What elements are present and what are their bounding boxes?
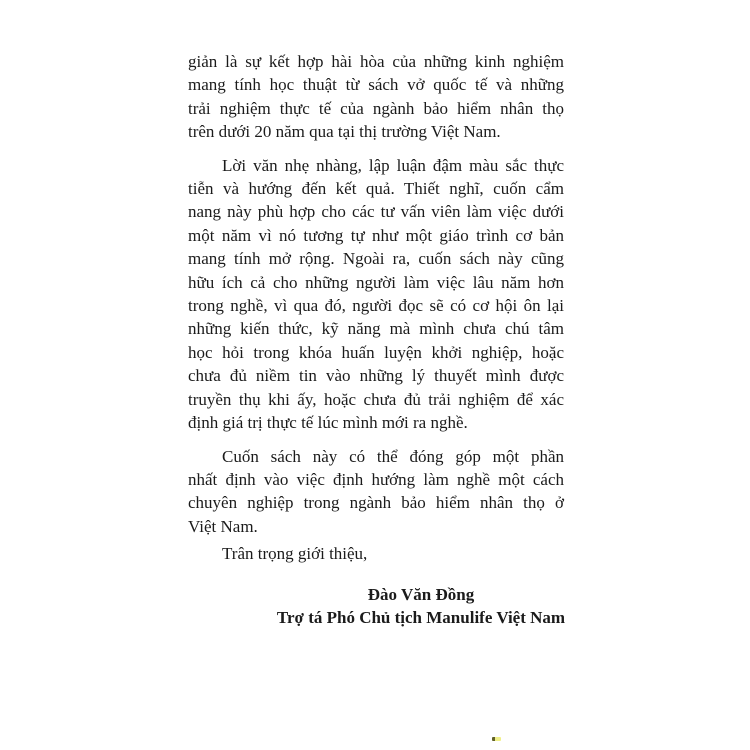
- paragraph: [188, 50, 564, 144]
- text-line: Lời văn nhẹ nhàng, lập luận đậm màu sắc thực: [222, 155, 564, 175]
- text-line: trải nghiệm thực tế của ngành bảo hiểm nhân thọ: [188, 98, 564, 118]
- scan-artifact-speck: [492, 737, 501, 741]
- text-line: trên dưới 20 năm qua tại thị trường Việt Nam.: [188, 122, 501, 142]
- signature-name: Đào Văn Đồng: [367, 584, 475, 604]
- text-line: nang này phù hợp cho các tư vấn viên làm việc dưới: [188, 202, 564, 222]
- text-line: định giá trị thực tế lúc mình mới ra nghề.: [188, 413, 468, 433]
- text-line: mang tính mở rộng. Ngoài ra, cuốn sách này cũng: [188, 249, 564, 269]
- text-line: nhất định vào việc định hướng làm nghề một cách: [188, 469, 564, 489]
- text-line: những kiến thức, kỹ năng mà mình chưa chú tâm: [188, 319, 564, 339]
- text-block: [188, 50, 564, 629]
- text-line: truyền thụ khi ấy, hoặc chưa đủ trải nghiệm để xác: [188, 389, 564, 409]
- text-line: một năm vì nó tương tự như một giáo trình cơ bản: [188, 225, 564, 245]
- text-line: học hỏi trong khóa huấn luyện khởi nghiệp, hoặc: [188, 342, 564, 362]
- text-line: chưa đủ niềm tin vào những lý thuyết mình được: [188, 366, 564, 386]
- signature-block: [233, 583, 609, 630]
- text-line: tiễn và hướng đến kết quả. Thiết nghĩ, cuốn cẩm: [188, 179, 564, 199]
- paragraph: [188, 154, 564, 435]
- text-line: Việt Nam.: [188, 516, 258, 536]
- signature-title: Trợ tá Phó Chủ tịch Manulife Việt Nam: [276, 607, 566, 627]
- text-line: trong nghề, vì qua đó, người đọc sẽ có cơ hội ôn lại: [188, 296, 564, 316]
- paragraph: [188, 542, 564, 565]
- text-line: chuyên nghiệp trong ngành bảo hiểm nhân thọ ở: [188, 493, 564, 513]
- text-line: giản là sự kết hợp hài hòa của những kinh nghiệm: [188, 52, 564, 71]
- paragraphs-container: [188, 50, 564, 566]
- text-line: Cuốn sách này có thể đóng góp một phần: [222, 446, 564, 466]
- text-line: Trân trọng giới thiệu,: [222, 544, 368, 564]
- paragraph: [188, 445, 564, 539]
- text-line: mang tính học thuật từ sách vở quốc tế và những: [188, 75, 564, 95]
- text-line: hữu ích cả cho những người làm việc lâu năm hơn: [188, 272, 564, 292]
